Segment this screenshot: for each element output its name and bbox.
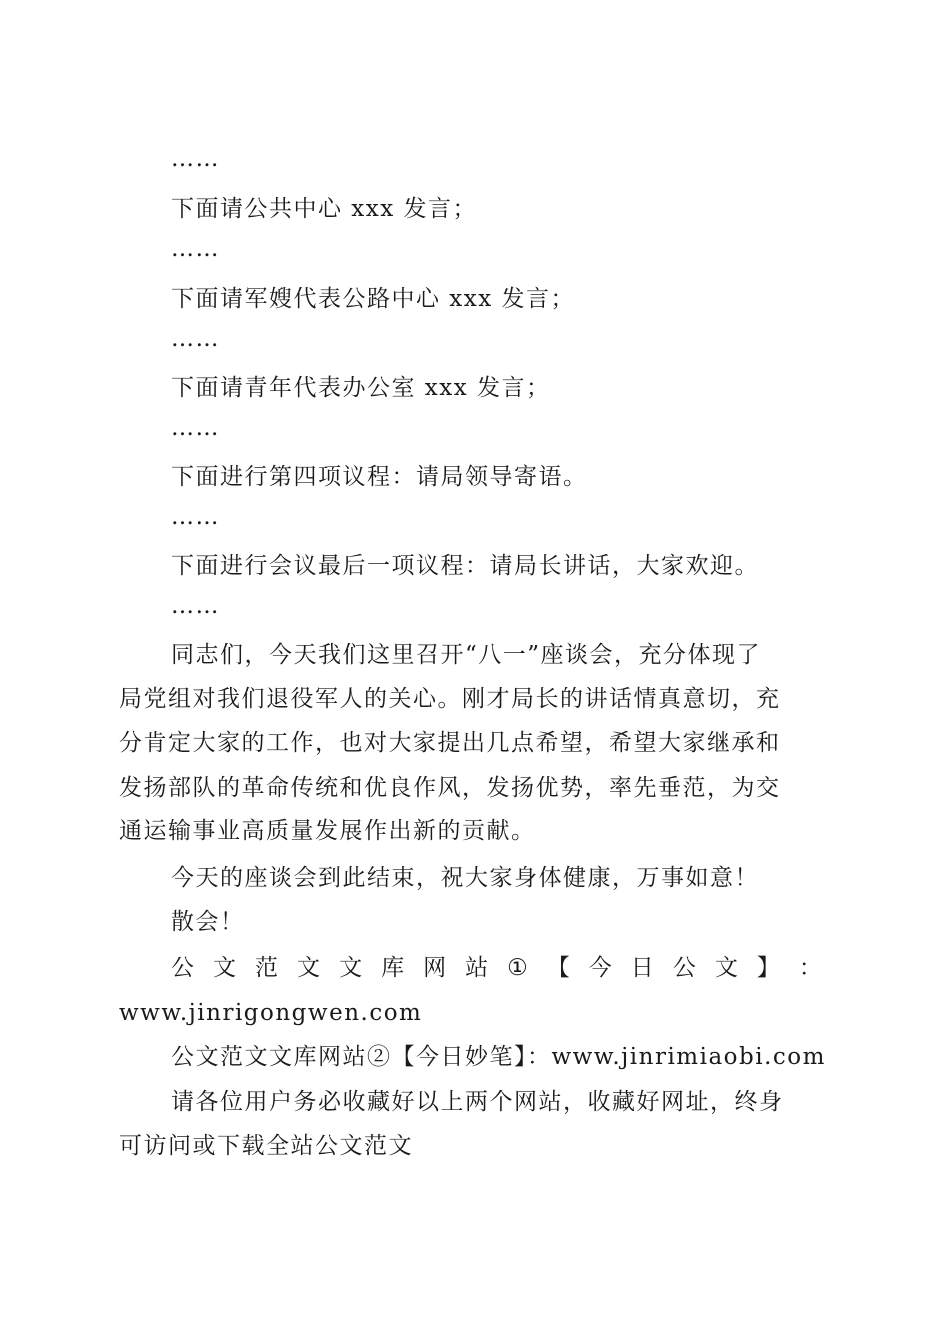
closing-paragraph-line-2: 局党组对我们退役军人的关心。刚才局长的讲话情真意切，充 <box>119 686 781 712</box>
speaker-military-spouse: 下面请军嫂代表公路中心 xxx 发言； <box>171 286 576 312</box>
closing-paragraph-line-5: 通运输事业高质量发展作出新的贡献。 <box>119 818 536 844</box>
site1-name: 公 文 范 文 文 库 网 站 ① 【 今 日 公 文 】 ： <box>171 955 822 981</box>
ellipsis-line: …… <box>171 146 220 172</box>
ellipsis-line: …… <box>171 504 220 530</box>
ellipsis-line: …… <box>171 236 220 262</box>
agenda-item-four: 下面进行第四项议程：请局领导寄语。 <box>171 464 588 490</box>
speaker-public-center: 下面请公共中心 xxx 发言； <box>171 196 478 222</box>
closing-paragraph-line-3: 分肯定大家的工作，也对大家提出几点希望，希望大家继承和 <box>119 730 781 756</box>
notice-line-1: 请各位用户务必收藏好以上两个网站，收藏好网址，终身 <box>171 1089 784 1115</box>
notice-line-2: 可访问或下载全站公文范文 <box>119 1133 413 1159</box>
site2-line: 公文范文文库网站②【今日妙笔】：www.jinrimiaobi.com <box>171 1044 826 1070</box>
ellipsis-line: …… <box>171 593 220 619</box>
adjourn-line: 散会！ <box>171 909 245 935</box>
closing-paragraph-line-1: 同志们，今天我们这里召开“八一”座谈会，充分体现了 <box>171 642 762 668</box>
ellipsis-line: …… <box>171 326 220 352</box>
farewell-line: 今天的座谈会到此结束，祝大家身体健康，万事如意！ <box>171 865 759 891</box>
closing-paragraph-line-4: 发扬部队的革命传统和优良作风，发扬优势，率先垂范，为交 <box>119 775 781 801</box>
ellipsis-line: …… <box>171 415 220 441</box>
speaker-youth-office: 下面请青年代表办公室 xxx 发言； <box>171 375 551 401</box>
agenda-final-item: 下面进行会议最后一项议程：请局长讲话，大家欢迎。 <box>171 553 759 579</box>
site1-url-link[interactable]: www.jinrigongwen.com <box>119 1000 423 1026</box>
